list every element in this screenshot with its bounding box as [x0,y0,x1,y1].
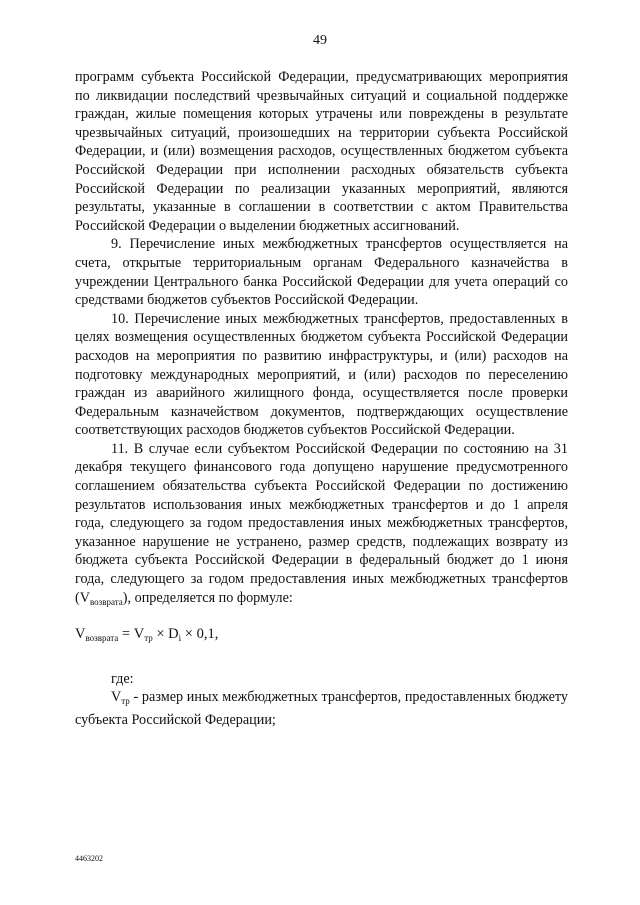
formula-d: × D [152,626,179,643]
where-label: где: [111,670,134,687]
formula-lhs-subscript: возврата [85,633,119,644]
paragraph-11 [75,440,568,611]
formula-tr-subscript: тр [144,633,153,644]
paragraph-11-text: 11. В случае если субъектом Российской Федерации по состоянию на 31 декабря текущего финансового года допущено нарушение предусмотренного соглашением обязательства субъекта Российской Федерации по достижению результатов использования иных межбюджетных трансфертов и до 1 апреля года, следующего за годом предоставления иных межбюджетных трансфертов, указанное нарушение не устранено, размер средств, подлежащих возврату из бюджета субъекта Российской Федерации в федеральный бюджет до 1 июня года, следующего за годом предоставления иных межбюджетных трансфертов ( [75,440,568,606]
document-code: 4463202 [75,854,103,863]
page-number: 49 [313,33,327,48]
where-vtr-definition [75,688,568,729]
variable-v-return-subscript: возврата [89,596,123,607]
vtr-text: - размер иных межбюджетных трансфертов, предоставленных бюджету субъекта Российской Федерации; [75,689,568,728]
formula-i-subscript: i [178,633,182,644]
paragraph-continuation: программ субъекта Российской Федерации, предусматривающих мероприятия по ликвидации последствий чрезвычайных ситуаций и социальной поддержке граждан, жилые помещения которых утрачены или повреждены в результате чрезвычайных ситуаций, произошедших на территории субъекта Российской Федерации, и (или) возмещения расходов, осуществленных бюджетом субъекта Российской Федерации при исполнении расходных обязательств субъекта Российской Федерации по реализации указанных мероприятий, являются результаты, указанные в соглашении в соответствии с актом Правительства Российской Федерации о выделении бюджетных ассигнований. [75,69,568,234]
paragraph-10: 10. Перечисление иных межбюджетных трансфертов, предоставленных в целях возмещения осуществленных бюджетом субъекта Российской Федерации расходов на мероприятия по развитию инфраструктуры, и (или) расходов на подготовку международных мероприятий, и (или) расходов по переселению граждан из аварийного жилищного фонда, осуществляется после проверки Федеральным казначейством документов, подтверждающих осуществление соответствующих расходов бюджетов субъектов Российской Федерации. [75,310,568,439]
paragraph-11-tail: ), определяется по формуле: [122,589,293,606]
vtr-symbol: V [111,689,122,706]
document-body [75,68,568,730]
vtr-subscript: тр [121,696,130,707]
paragraph-9: 9. Перечисление иных межбюджетных трансфертов осуществляется на счета, открытые территориальным органам Федерального казначейства в учреждении Центрального банка Российской Федерации для учета операций со средствами бюджетов субъектов Российской Федерации. [75,236,568,309]
variable-v-return: V [79,589,90,606]
formula-lhs: V [75,626,86,643]
formula [75,625,568,648]
formula-tail: × 0,1, [181,626,219,643]
formula-eq: = V [118,626,145,643]
